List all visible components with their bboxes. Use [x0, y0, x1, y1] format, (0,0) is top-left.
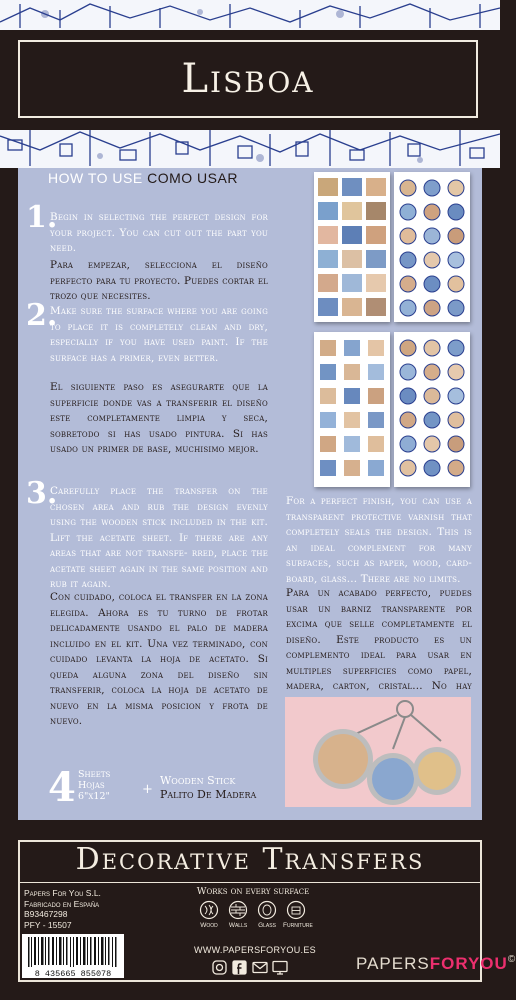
surface-label: Glass: [258, 922, 276, 929]
sheets-label-en: Sheets: [78, 769, 111, 780]
step-2-text-en: Make sure the surface where you are going to place it is completely clean and dry, especially if you have used paint. If the surface has a primer, even better.: [50, 305, 268, 364]
glass-icon: [257, 900, 277, 920]
barcode: [22, 934, 124, 978]
sheet-size: 6"x12": [78, 791, 110, 802]
step-3-number: 3.: [26, 476, 58, 511]
step-1-text-en: Begin in selecting the perfect design for your project. You can cut out the part you need.: [50, 211, 268, 254]
finish-text-en: For a perfect finish, you can use a transparent protective varnish that completely seals the design. This is an ideal complement for many surfaces, such as paper, wood, card- board, glass... There are no limits.: [286, 495, 472, 585]
papersforyou-logo: [356, 954, 516, 974]
facebook-icon[interactable]: [233, 961, 246, 974]
company-line: Fabricado en España: [24, 898, 100, 909]
barcode-number: 8 435665 855078: [34, 969, 112, 979]
step-1-text-es: Para empezar, selecciona el diseño perfecto para tu proyecto. Puedes cortar el trozo que necesites.: [50, 259, 268, 302]
mail-icon[interactable]: [253, 963, 267, 973]
wood-surface: [196, 900, 222, 929]
works-on-every-surface: Works on every surface: [196, 886, 310, 897]
wall-icon: [228, 900, 248, 920]
wooden-stick-es: Palito De Madera: [160, 788, 257, 801]
sheet-thumbnail: [314, 172, 390, 322]
page-title: Lisboa: [181, 56, 315, 102]
surface-icons: [196, 900, 312, 934]
walls-surface: [225, 900, 251, 929]
sheet-thumbnail: [394, 332, 470, 487]
step-1-number: 1.: [26, 200, 58, 235]
how-to-use-en: HOW TO USE: [48, 170, 143, 186]
sheet-thumbnail: [314, 332, 390, 487]
logo-foryou: FORYOU: [429, 954, 508, 973]
website-link[interactable]: WWW.PAPERSFORYOU.ES: [194, 945, 316, 955]
surface-label: Furniture: [283, 922, 313, 929]
furniture-icon: [286, 900, 306, 920]
company-line: Papers For You S.L.: [24, 888, 101, 898]
surface-label: Wood: [200, 922, 218, 929]
web-icon[interactable]: [273, 962, 287, 975]
company-info: [24, 888, 101, 930]
company-line: PFY - 15507: [24, 919, 72, 930]
kit-contents: [48, 764, 278, 811]
step-3-text-es: Con cuidado, coloca el transfer en la zona elegida. Ahora es tu turno de frotar delicadamente usando el palo de madera incluido en el kit. Una vez terminado, con cuidado levanta la hoja de acetato. Si queda alguna zona del diseño sin transferir, coloca la hoja de acetato de nuevo en la misma posicion y frota de nuevo.: [50, 591, 268, 727]
wooden-stick-en: Wooden Stick: [160, 774, 236, 787]
logo-papers: PAPERS: [356, 954, 430, 973]
step-3-text-en: Carefully place the transfer on the chosen area and rub the design evenly using the wooden stick included in the kit. Lift the acetate sheet. If there are any areas that are not transfe- rred, place the acetate sheet again in the same position and rub it again.: [50, 485, 268, 590]
finish-text-es: Para un acabado perfecto, puedes usar un barniz transparente por excima que selle completamente el diseño. Este producto es un complemento ideal para usar en multiples superficies como papel, madera, carton, cristal... No hay: [286, 587, 472, 692]
how-to-use-heading: [48, 170, 238, 186]
company-line: B93467298: [24, 909, 68, 919]
wood-icon: [199, 900, 219, 920]
transfer-sheets-preview: [314, 168, 474, 490]
social-icons: [210, 960, 300, 976]
logo-mark: ©: [507, 954, 516, 965]
brand-title: Decorative Transfers: [75, 842, 425, 877]
step-2-number: 2.: [26, 298, 58, 333]
keychain-photo: [285, 697, 471, 807]
plus-sign: +: [142, 782, 153, 797]
instagram-icon[interactable]: [213, 961, 226, 974]
footer-divider: [20, 882, 480, 883]
furniture-surface: [283, 900, 313, 929]
sheet-count: 4: [48, 764, 76, 811]
how-to-use-es: COMO USAR: [147, 170, 238, 186]
sheet-thumbnail: [394, 172, 470, 322]
sheets-label-es: Hojas: [78, 780, 105, 791]
step-2-text-es: El siguiente paso es asegurarte que la superficie donde vas a transferir el diseño este completamente limpia y seca, sobretodo si has usado pintura. Si has usado un primer de base, muchisimo mejor.: [50, 381, 268, 455]
surface-label: Walls: [228, 922, 248, 929]
glass-surface: [254, 900, 280, 929]
